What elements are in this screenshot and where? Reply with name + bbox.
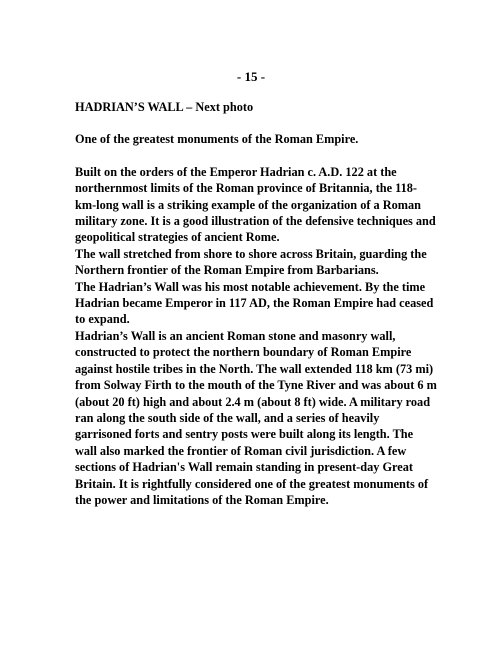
paragraph-1: Built on the orders of the Emperor Hadrian c. A.D. 122 at the northernmost limits of the Roman province of Britannia, the 118-km-long wall is a striking example of the organization of a Roman military zone. It is a good illustration of the defensive techniques and geopolitical strategies of ancient Rome.: [75, 164, 436, 245]
paragraph-4: Hadrian’s Wall is an ancient Roman stone and masonry wall, constructed to protect the northern boundary of Roman Empire against hostile tribes in the North. The wall extended 118 km (73 mi) from Solway Firth to the mouth of the Tyne River and was about 6 m (about 20 ft) high and about 2.4 m (about 8 ft) wide. A military road ran along the south side of the wall, and a series of heavily garrisoned forts and sentry posts were built along its length. The wall also marked the frontier of Roman civil jurisdiction. A few sections of Hadrian's Wall remain standing in present-day Great Britain. It is rightfully considered one of the greatest monuments of the power and limitations of the Roman Empire.: [75, 328, 437, 507]
document-subtitle: One of the greatest monuments of the Roman Empire.: [75, 132, 359, 147]
paragraph-3: The Hadrian’s Wall was his most notable achievement. By the time Hadrian became Emperor in 117 AD, the Roman Empire had ceased to expand.: [75, 279, 434, 327]
page-number: - 15 -: [236, 69, 266, 84]
document-body: [75, 99, 437, 508]
paragraph-2: The wall stretched from shore to shore across Britain, guarding the Northern frontier of the Roman Empire from Barbarians.: [75, 246, 427, 278]
document-title: HADRIAN’S WALL – Next photo: [75, 100, 254, 114]
